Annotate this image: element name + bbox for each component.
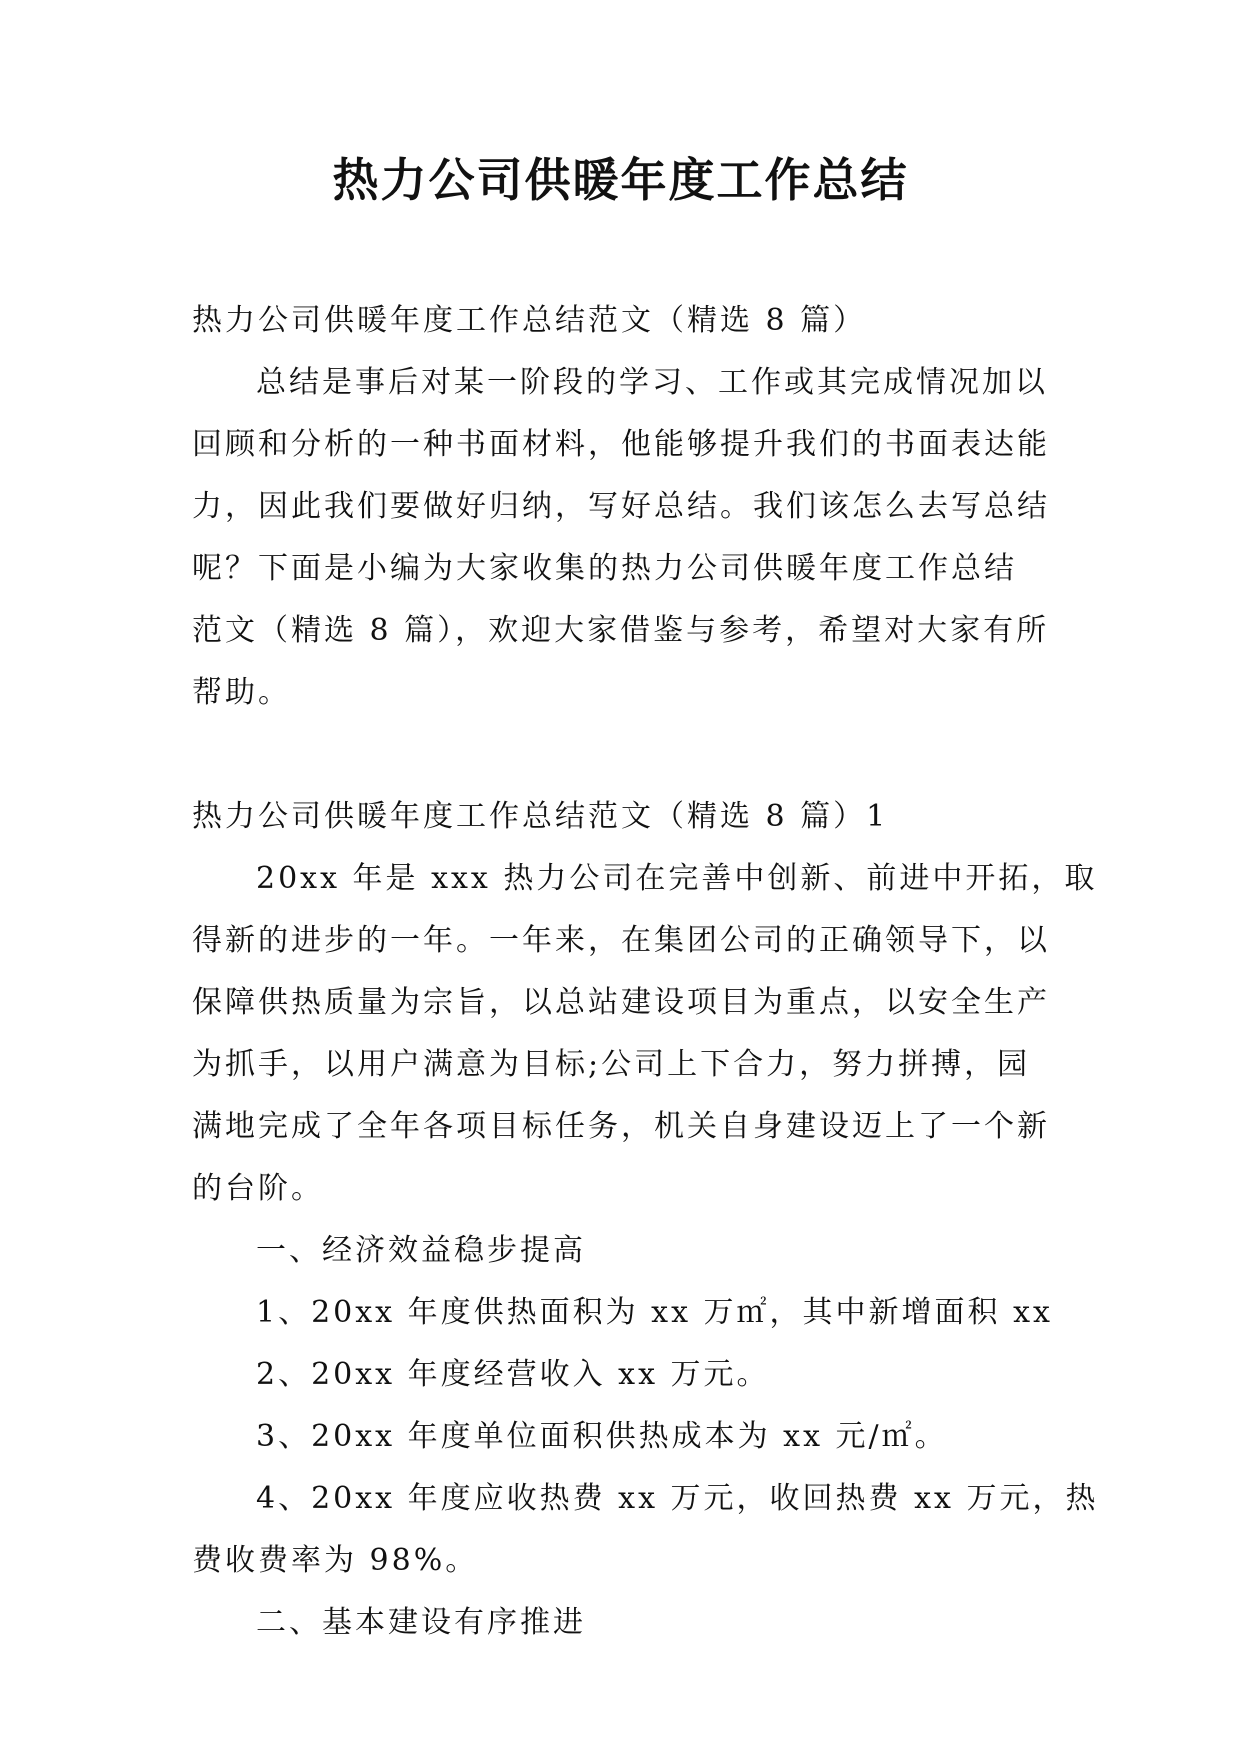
body-line: 的台阶。 <box>192 1171 324 1206</box>
body-line: 费收费率为 98%。 <box>192 1543 479 1578</box>
body-line: 20xx 年是 xxx 热力公司在完善中创新、前进中开拓，取 <box>256 861 1098 896</box>
body-line: 保障供热质量为宗旨，以总站建设项目为重点，以安全生产 <box>192 985 1050 1020</box>
document-title: 热力公司供暖年度工作总结 <box>332 153 909 207</box>
body-line: 4、20xx 年度应收热费 xx 万元，收回热费 xx 万元，热 <box>256 1481 1099 1516</box>
body-line: 得新的进步的一年。一年来，在集团公司的正确领导下，以 <box>192 923 1050 958</box>
document-body <box>192 290 1099 1654</box>
body-line: 为抓手，以用户满意为目标;公司上下合力，努力拼搏，园 <box>192 1047 1031 1082</box>
subtitle: 热力公司供暖年度工作总结范文（精选 8 篇） <box>192 303 867 338</box>
body-line: 一、经济效益稳步提高 <box>256 1233 586 1268</box>
intro-line: 帮助。 <box>192 675 291 710</box>
intro-line: 回顾和分析的一种书面材料，他能够提升我们的书面表达能 <box>192 427 1050 462</box>
intro-line: 力，因此我们要做好归纳，写好总结。我们该怎么去写总结 <box>192 489 1050 524</box>
body-line: 1、20xx 年度供热面积为 xx 万㎡，其中新增面积 xx <box>256 1295 1053 1330</box>
body-line: 3、20xx 年度单位面积供热成本为 xx 元/㎡。 <box>256 1419 948 1454</box>
section-heading: 热力公司供暖年度工作总结范文（精选 8 篇）1 <box>192 799 889 834</box>
body-line: 2、20xx 年度经营收入 xx 万元。 <box>256 1357 770 1392</box>
body-line: 二、基本建设有序推进 <box>256 1605 586 1640</box>
intro-line: 总结是事后对某一阶段的学习、工作或其完成情况加以 <box>256 365 1048 400</box>
intro-line: 范文（精选 8 篇），欢迎大家借鉴与参考，希望对大家有所 <box>192 613 1050 648</box>
body-line: 满地完成了全年各项目标任务，机关自身建设迈上了一个新 <box>192 1109 1050 1144</box>
intro-line: 呢？下面是小编为大家收集的热力公司供暖年度工作总结 <box>192 551 1017 586</box>
paragraph-gap <box>192 724 1050 786</box>
